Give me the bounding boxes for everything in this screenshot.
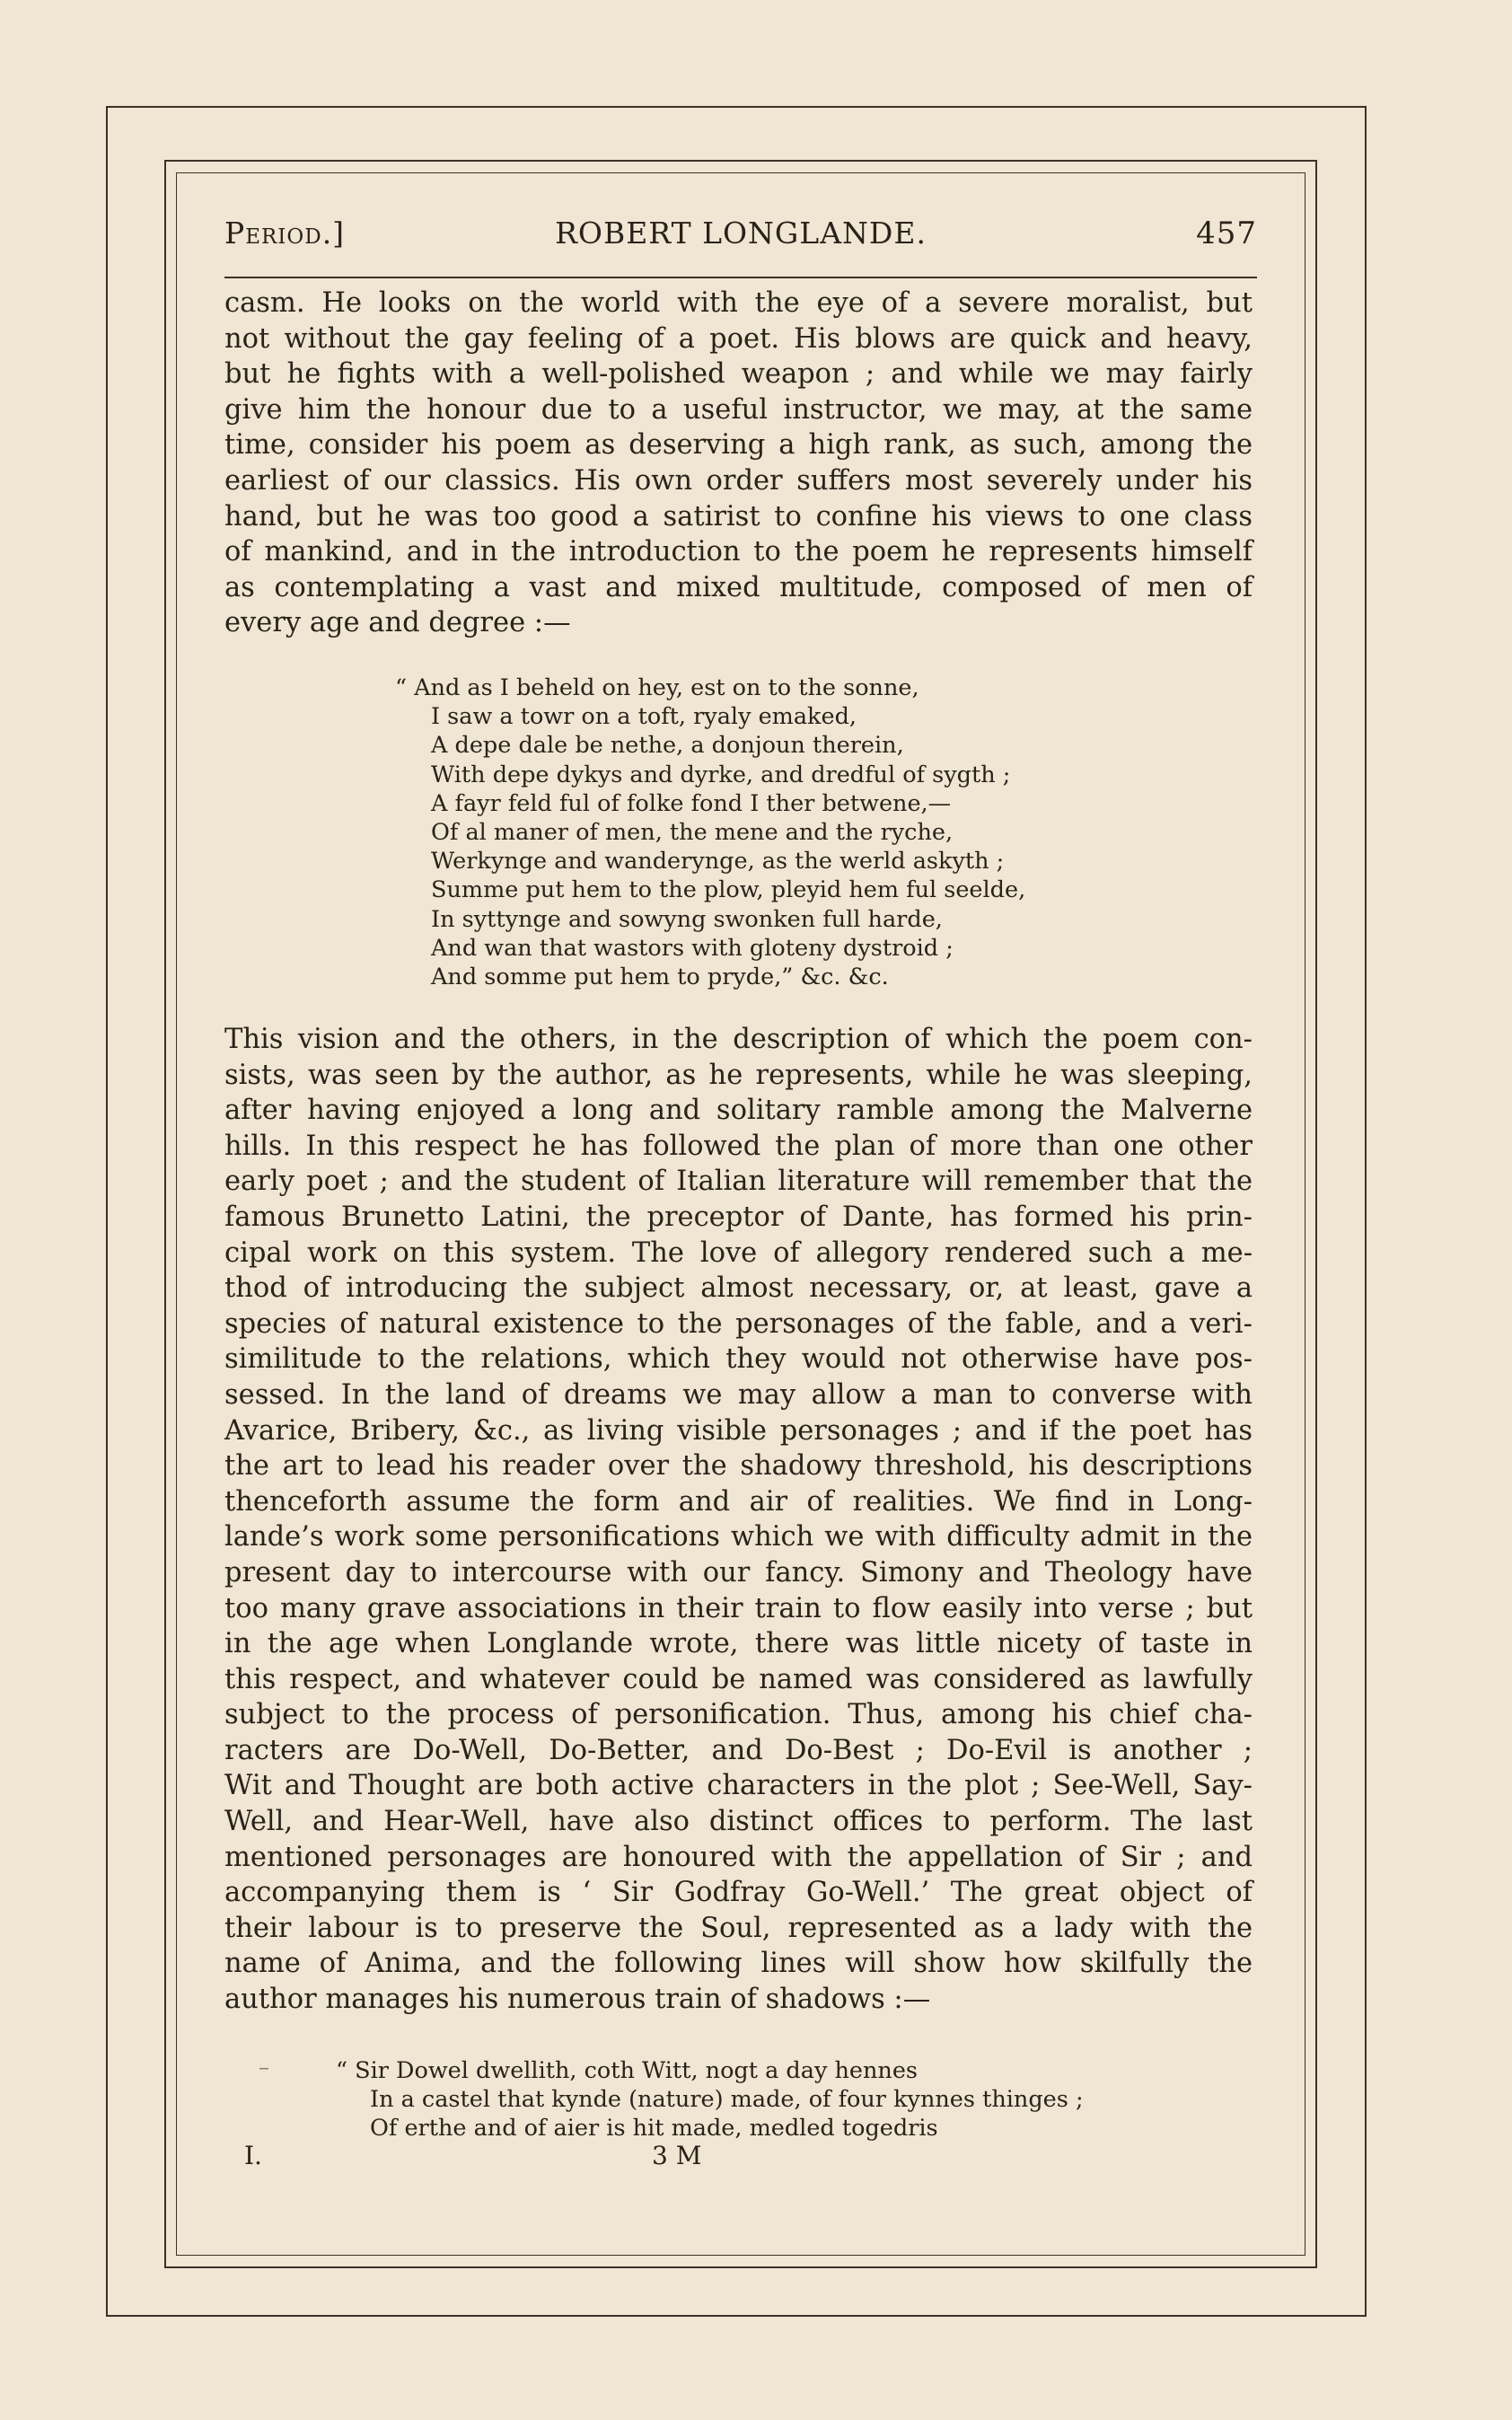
text-line: famous Brunetto Latini, the preceptor of Dante, has formed his prin- xyxy=(224,1201,1253,1233)
text-line: subject to the process of personification. Thus, among his chief cha- xyxy=(224,1699,1253,1731)
header-title: ROBERT LONGLANDE. xyxy=(555,216,927,251)
text-line: sessed. In the land of dreams we may allow a man to converse with xyxy=(224,1378,1253,1411)
text-line: every age and degree :— xyxy=(224,607,571,639)
header-section: Period.] xyxy=(224,216,346,251)
margin-mark: – xyxy=(259,2055,269,2080)
paragraph-1 xyxy=(224,286,1253,641)
text-line: hills. In this respect he has followed the plan of more than one other xyxy=(224,1130,1253,1162)
paragraph-2 xyxy=(224,1022,1253,2018)
verse-line: Of al maner of men, the mene and the ryche, xyxy=(431,819,954,847)
text-line: name of Anima, and the following lines will show how skilfully the xyxy=(224,1948,1253,1980)
header-rule xyxy=(224,277,1257,278)
text-line: too many grave associations in their train to flow easily into verse ; but xyxy=(224,1592,1253,1624)
text-line: their labour is to preserve the Soul, represented as a lady with the xyxy=(224,1912,1253,1944)
verse-line: With depe dykys and dyrke, and dredful of sygth ; xyxy=(431,761,1011,788)
text-line: time, consider his poem as deserving a high rank, as such, among the xyxy=(224,429,1253,462)
verse-line: “ Sir Dowel dwellith, coth Witt, nogt a day hennes xyxy=(336,2057,918,2084)
verse-line: A depe dale be nethe, a donjoun therein, xyxy=(431,732,904,760)
text-line: thod of introducing the subject almost necessary, or, at least, gave a xyxy=(224,1272,1253,1305)
text-line: Well, and Hear-Well, have also distinct offices to perform. The last xyxy=(224,1806,1253,1838)
text-line: cipal work on this system. The love of allegory rendered such a me- xyxy=(224,1236,1253,1269)
verse-line: Summe put hem to the plow, pleyid hem ful seelde, xyxy=(431,876,1026,904)
text-line: Avarice, Bribery, &c., as living visible personages ; and if the poet has xyxy=(224,1414,1253,1447)
text-line: sists, was seen by the author, as he represents, while he was sleeping, xyxy=(224,1059,1253,1091)
verse-quote-1 xyxy=(395,673,1025,991)
text-line: as contemplating a vast and mixed multitude, composed of men of xyxy=(224,571,1253,603)
text-line: mentioned personages are honoured with the appellation of Sir ; and xyxy=(224,1841,1253,1873)
verse-line: Werkynge and wanderynge, as the werld askyth ; xyxy=(431,848,1005,876)
verse-line: “ And as I beheld on hey, est on to the sonne, xyxy=(395,674,919,701)
verse-line: Of erthe and of aier is hit made, medled togedris xyxy=(370,2115,938,2143)
text-line: species of natural existence to the personages of the fable, and a veri- xyxy=(224,1307,1253,1340)
text-line: author manages his numerous train of shadows :— xyxy=(224,1984,931,2016)
text-line: similitude to the relations, which they would not otherwise have pos- xyxy=(224,1343,1253,1376)
text-line: in the age when Longlande wrote, there was little nicety of taste in xyxy=(224,1628,1253,1660)
footer-volume: I. xyxy=(244,2141,262,2170)
verse-line: In syttynge and sowyng swonken full harde, xyxy=(431,905,943,933)
verse-line: I saw a towr on a toft, ryaly emaked, xyxy=(431,703,857,731)
page-number: 457 xyxy=(1196,216,1257,251)
verse-line: A fayr feld ful of folke fond I ther betwene,— xyxy=(431,789,952,817)
verse-line: And somme put hem to pryde,” &c. &c. xyxy=(431,964,889,991)
verse-line: And wan that wastors with gloteny dystroid ; xyxy=(431,934,954,962)
text-line: casm. He looks on the world with the eye of a severe moralist, but xyxy=(224,287,1253,319)
text-line: Wit and Thought are both active characters in the plot ; See-Well, Say- xyxy=(224,1770,1253,1802)
verse-line: In a castel that kynde (nature) made, of four kynnes thinges ; xyxy=(370,2086,1084,2114)
text-line: lande’s work some personifications which we with difficulty admit in the xyxy=(224,1521,1253,1553)
text-line: give him the honour due to a useful instructor, we may, at the same xyxy=(224,393,1253,426)
text-line: but he fights with a well-polished weapon ; and while we may fairly xyxy=(224,358,1253,391)
text-line: This vision and the others, in the description of which the poem con- xyxy=(224,1024,1253,1055)
text-line: after having enjoyed a long and solitary ramble among the Malverne xyxy=(224,1095,1253,1127)
text-line: thenceforth assume the form and air of realities. We find in Long- xyxy=(224,1485,1253,1518)
text-line: present day to intercourse with our fancy. Simony and Theology have xyxy=(224,1556,1253,1588)
text-line: of mankind, and in the introduction to the poem he represents himself xyxy=(224,536,1253,568)
footer-signature: 3 M xyxy=(652,2141,702,2170)
text-line: the art to lead his reader over the shadowy threshold, his descriptions xyxy=(224,1450,1253,1483)
text-line: accompanying them is ‘ Sir Godfray Go-Well.’ The great object of xyxy=(224,1877,1253,1909)
text-line: hand, but he was too good a satirist to confine his views to one class xyxy=(224,500,1253,532)
running-header xyxy=(224,216,1257,260)
text-line: not without the gay feeling of a poet. His blows are quick and heavy, xyxy=(224,322,1253,355)
verse-quote-2 xyxy=(336,2056,1084,2143)
text-line: earliest of our classics. His own order suffers most severely under his xyxy=(224,464,1253,497)
text-line: racters are Do-Well, Do-Better, and Do-Best ; Do-Evil is another ; xyxy=(224,1734,1253,1766)
text-line: early poet ; and the student of Italian literature will remember that the xyxy=(224,1166,1253,1198)
text-line: this respect, and whatever could be named was considered as lawfully xyxy=(224,1663,1253,1695)
